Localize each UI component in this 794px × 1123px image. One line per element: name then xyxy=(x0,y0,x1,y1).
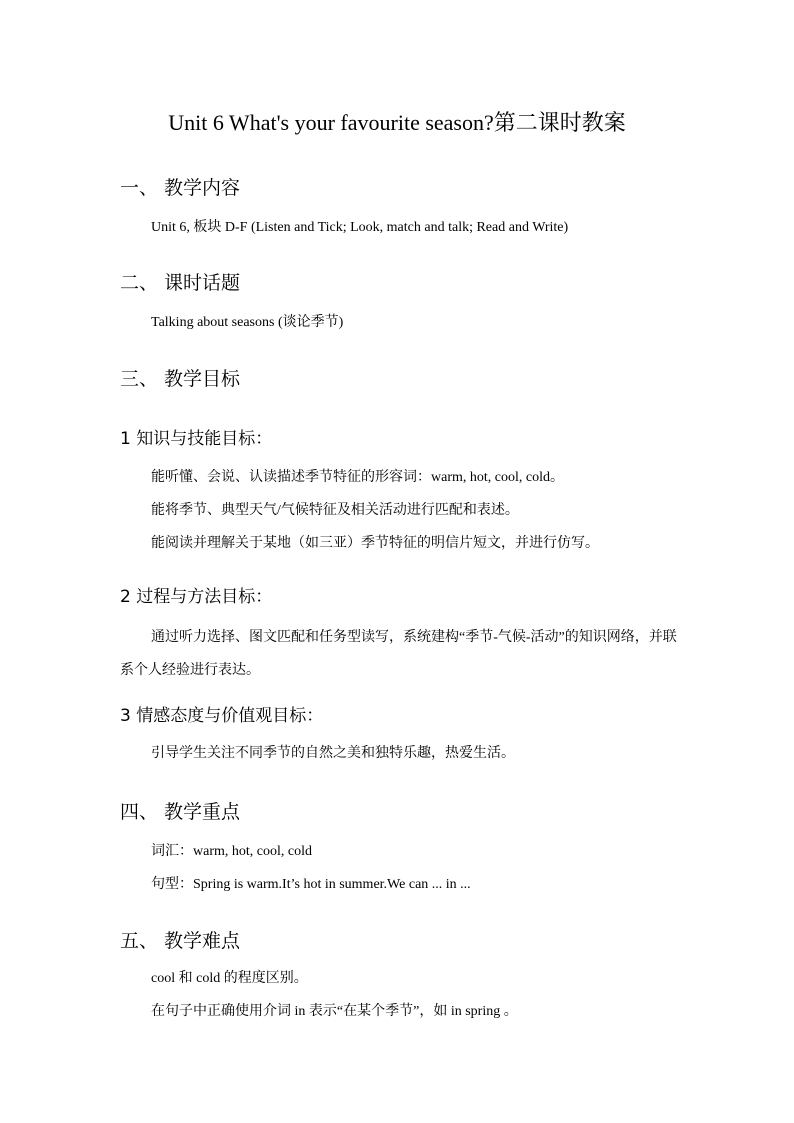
heading-process-goals: 2 过程与方法目标： xyxy=(120,587,273,607)
teaching-content-text: Unit 6, 板块 D-F (Listen and Tick; Look, match and talk; Read and Write) xyxy=(151,220,569,235)
lesson-topic-text: Talking about seasons (谈论季节) xyxy=(151,315,344,330)
knowledge-goal-item: 能听懂、会说、认读描述季节特征的形容词：warm, hot, cool, cold。 xyxy=(151,470,564,485)
heading-emotion-goals: 3 情感态度与价值观目标： xyxy=(120,706,324,726)
difficulty-item: cool 和 cold 的程度区别。 xyxy=(151,971,308,986)
heading-lesson-topic: 二、 课时话题 xyxy=(120,272,241,294)
heading-teaching-content: 一、 教学内容 xyxy=(120,177,241,199)
key-point-item: 词汇：warm, hot, cool, cold xyxy=(151,844,312,859)
document-title: Unit 6 What's your favourite season?第二课时教案 xyxy=(168,110,626,135)
knowledge-goal-item: 能阅读并理解关于某地（如三亚）季节特征的明信片短文，并进行仿写。 xyxy=(151,536,599,551)
process-goal-text: 通过听力选择、图文匹配和任务型读写，系统建构“季节-气候-活动”的知识网络，并联系个人经验进行表达。 xyxy=(120,630,677,678)
heading-key-points: 四、 教学重点 xyxy=(120,801,241,823)
emotion-goal-text: 引导学生关注不同季节的自然之美和独特乐趣，热爱生活。 xyxy=(151,746,515,761)
heading-difficulties: 五、 教学难点 xyxy=(120,930,241,952)
key-point-item: 句型：Spring is warm.It’s hot in summer.We can ... in ... xyxy=(151,877,471,892)
difficulty-item: 在句子中正确使用介词 in 表示“在某个季节”，如 in spring 。 xyxy=(151,1004,518,1019)
knowledge-goal-item: 能将季节、典型天气/气候特征及相关活动进行匹配和表述。 xyxy=(151,503,519,518)
heading-knowledge-goals: 1 知识与技能目标： xyxy=(120,429,273,449)
heading-teaching-goals: 三、 教学目标 xyxy=(120,368,241,390)
